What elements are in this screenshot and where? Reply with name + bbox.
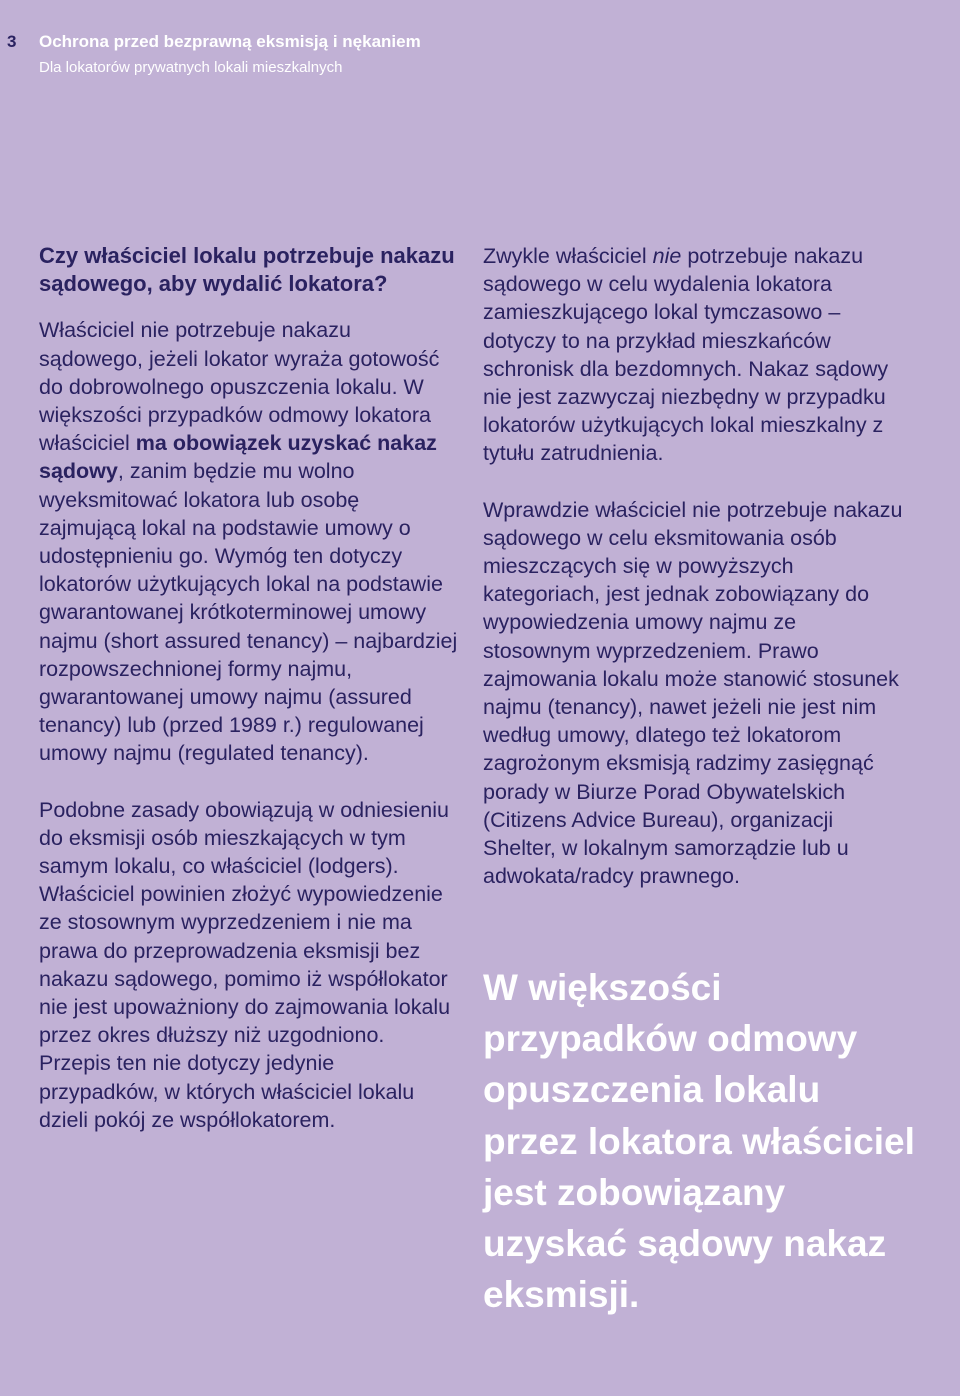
right-paragraph-1-text-b: potrzebuje nakazu sądowego w celu wydalenia lokatora zamieszkującego lokal tymczasowo – dotyczy to na przykład mieszkańców schronisk dla bezdomnych. Nakaz sądowy nie jest zazwyczaj niezbędny w przypadku lokatorów użytkujących lokal mieszkalny z tytułu zatrudnienia.: [483, 244, 889, 466]
document-title: Ochrona przed bezprawną eksmisją i nękaniem: [39, 32, 421, 51]
right-paragraph-1-text-a: Zwykle właściciel: [483, 244, 653, 268]
page-number: 3: [7, 32, 17, 51]
section-heading: Czy właściciel lokalu potrzebuje nakazu sądowego, aby wydalić lokatora?: [39, 243, 455, 297]
left-paragraph-1-emphasis: ma obowiązek uzyskać nakaz sądowy: [39, 431, 437, 484]
left-paragraph-1-text-a: Właściciel nie potrzebuje nakazu sądowego, jeżeli lokator wyraża gotowość do dobrowolnego opuszczenia lokalu. W większości przypadków odmowy lokatora właściciel: [39, 318, 440, 456]
right-column: [483, 242, 903, 890]
document-subtitle: Dla lokatorów prywatnych lokali mieszkalnych: [39, 59, 343, 76]
left-paragraph-2: Podobne zasady obowiązują w odniesieniu do eksmisji osób mieszkających w tym samym lokalu, co właściciel (lodgers). Właściciel powinien złożyć wypowiedzenie ze stosownym wyprzedzeniem i nie ma prawa do przeprowadzenia eksmisji bez nakazu sądowego, pomimo iż współlokator nie jest upoważniony do zajmowania lokalu przez okres dłuższy niż uzgodniono. Przepis ten nie dotyczy jedynie przypadków, w których właściciel lokalu dzieli pokój ze współlokatorem.: [39, 797, 451, 1132]
right-paragraph-1: [483, 242, 903, 468]
left-paragraph-1-text-b: , zanim będzie mu wolno wyeksmitować lokatora lub osobę zajmującą lokal na podstawie umowy o udostępnieniu go. Wymóg ten dotyczy lokatorów użytkujących lokal na podstawie gwarantowanej krótkoterminowej umowy najmu (short assured tenancy) – najbardziej rozpowszechnionej formy najmu, gwarantowanej umowy najmu (assured tenancy) lub (przed 1989 r.) regulowanej umowy najmu (regulated tenancy).: [39, 459, 458, 766]
pull-quote: W większości przypadków odmowy opuszczenia lokalu przez lokatora właściciel jest zobowiązany uzyskać sądowy nakaz eksmisji.: [483, 967, 915, 1316]
left-paragraph-1: [39, 316, 459, 767]
right-paragraph-1-italic: nie: [652, 244, 682, 268]
right-paragraph-2: Wprawdzie właściciel nie potrzebuje nakazu sądowego w celu eksmitowania osób mieszczących się w powyższych kategoriach, jest jednak zobowiązany do wypowiedzenia umowy najmu ze stosownym wyprzedzeniem. Prawo zajmowania lokalu może stanowić stosunek najmu (tenancy), nawet jeżeli nie jest nim według umowy, dlatego też lokatorom zagrożonym eksmisją radzimy zasięgnąć porady w Biurze Porad Obywatelskich (Citizens Advice Bureau), organizacji Shelter, w lokalnym samorządzie lub u adwokata/radcy prawnego.: [483, 497, 903, 889]
left-column: [39, 242, 459, 1134]
